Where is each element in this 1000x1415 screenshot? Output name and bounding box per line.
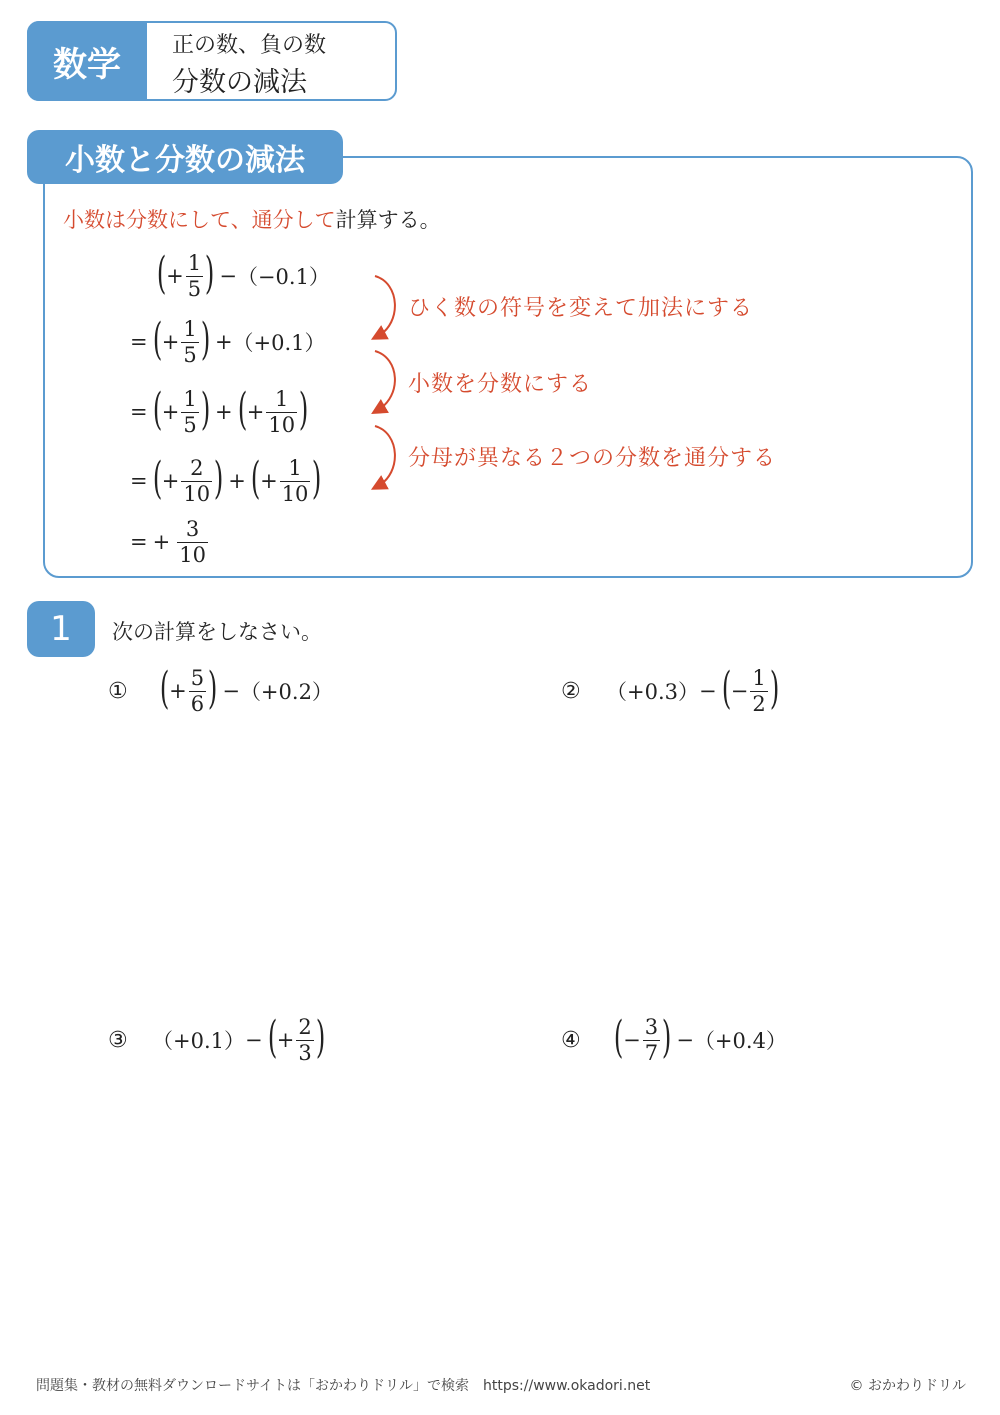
footer-copyright: © おかわりドリル (849, 1378, 966, 1394)
fraction: $\frac{1}{10}$ (281, 455, 309, 506)
fraction: $\frac{1}{2}$ (752, 665, 766, 716)
question-label: ③ (108, 1028, 128, 1053)
fraction: $\frac{1}{10}$ (268, 386, 296, 437)
fraction: $\frac{2}{3}$ (298, 1014, 312, 1065)
question-2: （+0.3） − ( − $\frac{1}{2}$ ) (606, 663, 780, 716)
step-1: ( + $\frac{1}{5}$ ) − （−0.1） (156, 248, 330, 301)
step-5: = + $\frac{3}{10}$ (130, 516, 206, 567)
question-label: ② (561, 679, 581, 704)
header-title: 分数の減法 (172, 67, 307, 98)
fraction: $\frac{1}{5}$ (183, 316, 197, 367)
subject-badge: 数学 (27, 21, 147, 101)
note-3: 分母が異なる２つの分数を通分する (408, 446, 777, 471)
fraction: $\frac{5}{6}$ (190, 665, 205, 716)
note-1: ひく数の符号を変えて加法にする (408, 296, 754, 321)
step-4: = ( + $\frac{2}{10}$ ) + ( + $\frac{1}{10}$ ) (130, 453, 322, 506)
section-intro (63, 204, 441, 234)
header-subtitle: 正の数、負の数 (172, 33, 327, 58)
arrow-2 (375, 351, 395, 410)
note-2: 小数を分数にする (408, 372, 593, 397)
arrow-3 (375, 426, 395, 486)
question-3: （+0.1） − ( + $\frac{2}{3}$ ) (152, 1012, 326, 1065)
step-2: = ( + $\frac{1}{5}$ ) + （+0.1） (130, 314, 326, 367)
problem-number: 1 (27, 601, 95, 657)
arrow-1 (375, 276, 395, 336)
footer-text: 問題集・教材の無料ダウンロードサイトは「おかわりドリル」で検索 https://www.okadori.net (36, 1378, 651, 1394)
question-label: ① (108, 679, 128, 704)
fraction: $\frac{2}{10}$ (183, 455, 211, 506)
intro-red-text: 小数は分数にして、通分して (63, 208, 336, 232)
fraction: $\frac{3}{10}$ (179, 516, 206, 567)
step-arrows (360, 268, 410, 498)
fraction: $\frac{1}{5}$ (183, 386, 197, 437)
question-label: ④ (561, 1028, 581, 1053)
fraction: $\frac{1}{5}$ (187, 250, 202, 301)
fraction: $\frac{3}{7}$ (644, 1014, 659, 1065)
question-1: ( + $\frac{5}{6}$ ) − （+0.2） (159, 663, 333, 716)
step-3: = ( + $\frac{1}{5}$ ) + ( + $\frac{1}{10}$ ) (130, 384, 309, 437)
section-title: 小数と分数の減法 (27, 130, 343, 184)
problem-instruction: 次の計算をしなさい。 (112, 620, 322, 644)
intro-text: 計算する。 (335, 208, 441, 232)
question-4: ( − $\frac{3}{7}$ ) − （+0.4） (613, 1012, 787, 1065)
